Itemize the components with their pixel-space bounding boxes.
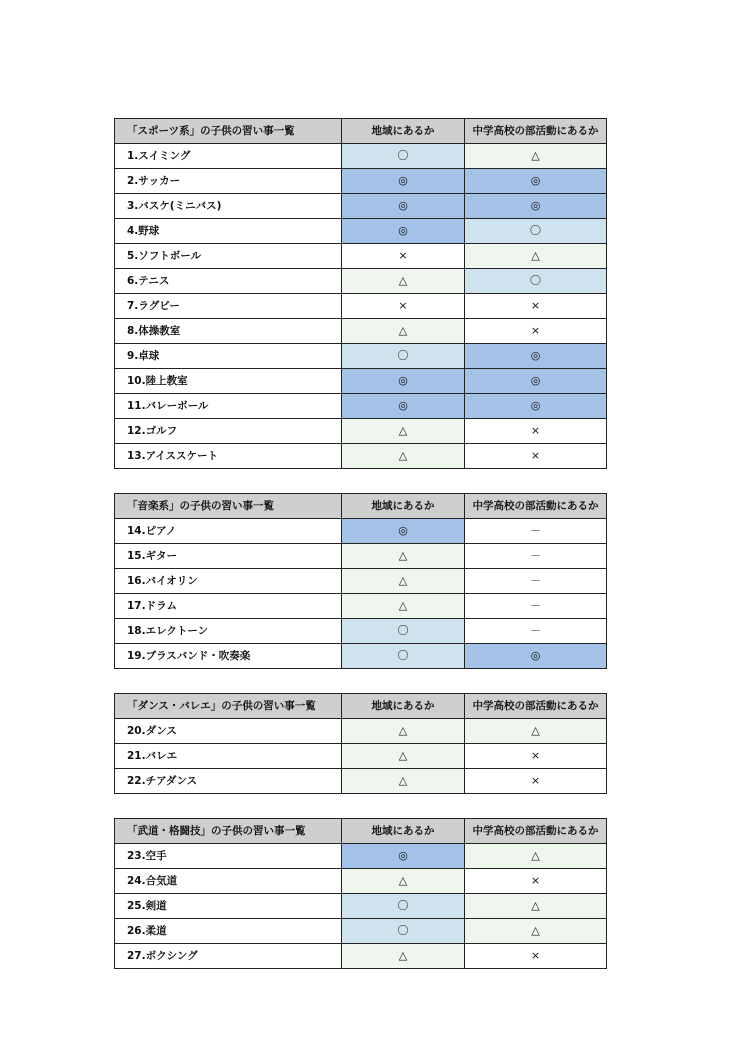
section-title: 「ダンス・バレエ」の子供の習い事一覧 [115,694,342,719]
lesson-name: 19.ブラスバンド・吹奏楽 [115,644,342,669]
local-availability: △ [342,319,465,344]
local-availability: △ [342,944,465,969]
lesson-name: 13.アイススケート [115,444,342,469]
lesson-name: 9.卓球 [115,344,342,369]
club-availability: × [465,744,607,769]
club-availability: － [465,519,607,544]
lesson-name: 22.チアダンス [115,769,342,794]
local-availability: ◎ [342,194,465,219]
header-row [115,119,607,144]
club-availability: ◎ [465,194,607,219]
club-availability: × [465,294,607,319]
local-availability: ◎ [342,369,465,394]
table-row [115,394,607,419]
column-header-club: 中学高校の部活動にあるか [465,694,607,719]
column-header-club: 中学高校の部活動にあるか [465,494,607,519]
table-row [115,719,607,744]
club-availability: ◎ [465,644,607,669]
section-gap [114,794,606,818]
club-availability: 〇 [465,269,607,294]
local-availability: △ [342,419,465,444]
local-availability: △ [342,769,465,794]
header-row [115,694,607,719]
club-availability: ◎ [465,394,607,419]
section-title: 「スポーツ系」の子供の習い事一覧 [115,119,342,144]
table-row [115,844,607,869]
club-availability: － [465,594,607,619]
table-sports [114,118,607,469]
table-row [115,594,607,619]
column-header-local: 地域にあるか [342,694,465,719]
local-availability: △ [342,269,465,294]
club-availability: × [465,944,607,969]
club-availability: － [465,569,607,594]
club-availability: － [465,544,607,569]
local-availability: △ [342,544,465,569]
table-row [115,944,607,969]
table-row [115,519,607,544]
local-availability: △ [342,869,465,894]
lesson-name: 14.ピアノ [115,519,342,544]
lesson-name: 6.テニス [115,269,342,294]
document-page [114,118,606,969]
local-availability: × [342,294,465,319]
local-availability: △ [342,569,465,594]
lesson-name: 15.ギター [115,544,342,569]
column-header-club: 中学高校の部活動にあるか [465,819,607,844]
table-row [115,269,607,294]
club-availability: △ [465,144,607,169]
club-availability: △ [465,244,607,269]
table-row [115,194,607,219]
table-music [114,493,607,669]
table-row [115,294,607,319]
lesson-name: 10.陸上教室 [115,369,342,394]
section-title: 「武道・格闘技」の子供の習い事一覧 [115,819,342,844]
lesson-name: 11.バレーボール [115,394,342,419]
lesson-name: 16.バイオリン [115,569,342,594]
column-header-club: 中学高校の部活動にあるか [465,119,607,144]
table-row [115,144,607,169]
lesson-name: 21.バレエ [115,744,342,769]
lesson-name: 18.エレクトーン [115,619,342,644]
table-row [115,244,607,269]
local-availability: 〇 [342,644,465,669]
local-availability: 〇 [342,894,465,919]
lesson-name: 12.ゴルフ [115,419,342,444]
table-row [115,919,607,944]
club-availability: △ [465,919,607,944]
table-row [115,569,607,594]
lesson-name: 27.ボクシング [115,944,342,969]
club-availability: × [465,419,607,444]
table-row [115,169,607,194]
club-availability: － [465,619,607,644]
club-availability: ◎ [465,369,607,394]
column-header-local: 地域にあるか [342,819,465,844]
club-availability: △ [465,844,607,869]
lesson-name: 4.野球 [115,219,342,244]
club-availability: ◎ [465,169,607,194]
club-availability: △ [465,894,607,919]
lesson-name: 24.合気道 [115,869,342,894]
club-availability: × [465,319,607,344]
club-availability: △ [465,719,607,744]
lesson-name: 7.ラグビー [115,294,342,319]
club-availability: × [465,769,607,794]
club-availability: ◎ [465,344,607,369]
section-gap [114,469,606,493]
table-dance-ballet [114,693,607,794]
local-availability: △ [342,594,465,619]
lesson-name: 23.空手 [115,844,342,869]
local-availability: 〇 [342,344,465,369]
table-row [115,769,607,794]
club-availability: 〇 [465,219,607,244]
table-row [115,219,607,244]
lesson-name: 20.ダンス [115,719,342,744]
table-row [115,744,607,769]
table-row [115,894,607,919]
local-availability: ◎ [342,169,465,194]
table-row [115,544,607,569]
header-row [115,819,607,844]
table-martial-arts [114,818,607,969]
table-row [115,419,607,444]
section-title: 「音楽系」の子供の習い事一覧 [115,494,342,519]
table-row [115,444,607,469]
lesson-name: 25.剣道 [115,894,342,919]
lesson-name: 8.体操教室 [115,319,342,344]
lesson-name: 26.柔道 [115,919,342,944]
local-availability: △ [342,444,465,469]
local-availability: × [342,244,465,269]
local-availability: 〇 [342,144,465,169]
local-availability: △ [342,744,465,769]
local-availability: ◎ [342,394,465,419]
table-row [115,369,607,394]
club-availability: × [465,444,607,469]
local-availability: ◎ [342,219,465,244]
lesson-name: 2.サッカー [115,169,342,194]
local-availability: 〇 [342,919,465,944]
table-row [115,319,607,344]
local-availability: △ [342,719,465,744]
local-availability: ◎ [342,519,465,544]
lesson-name: 17.ドラム [115,594,342,619]
lesson-name: 1.スイミング [115,144,342,169]
table-row [115,344,607,369]
lesson-name: 3.バスケ(ミニバス) [115,194,342,219]
club-availability: × [465,869,607,894]
column-header-local: 地域にあるか [342,494,465,519]
section-gap [114,669,606,693]
table-row [115,869,607,894]
table-row [115,619,607,644]
column-header-local: 地域にあるか [342,119,465,144]
local-availability: ◎ [342,844,465,869]
local-availability: 〇 [342,619,465,644]
header-row [115,494,607,519]
table-row [115,644,607,669]
lesson-name: 5.ソフトボール [115,244,342,269]
